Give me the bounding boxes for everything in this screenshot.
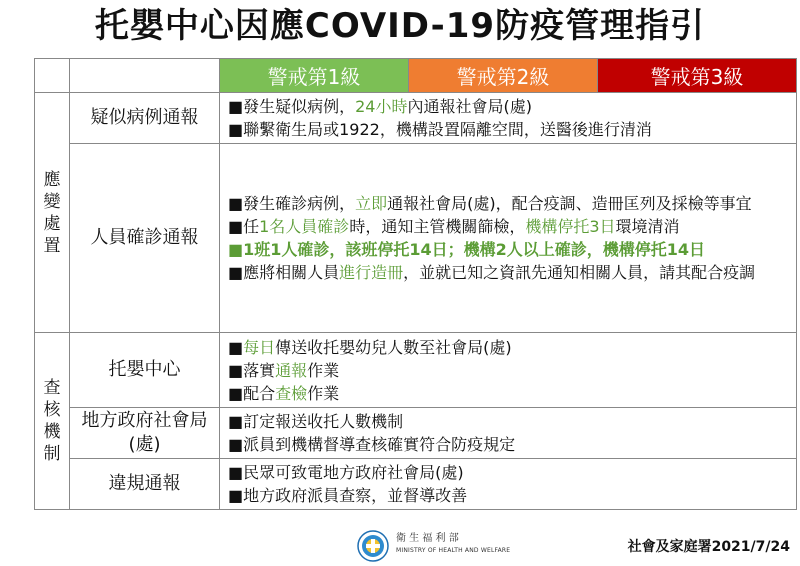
desc-line: ■發生確診病例，立即通報社會局(處)，配合疫調、造冊匡列及採檢等事宜 [228, 194, 752, 213]
ministry-seal-icon [357, 530, 389, 562]
ministry-name-en: MINISTRY OF HEALTH AND WELFARE [396, 547, 511, 554]
desc-line: ■聯繫衛生局或1922，機構設置隔離空間，送醫後進行清消 [228, 120, 652, 139]
item-violation: 違規通報 [70, 459, 220, 510]
table-row-confirmed [35, 144, 797, 333]
table-row-center [35, 333, 797, 408]
category-response [35, 93, 70, 333]
ministry-name [396, 533, 510, 557]
desc-line: ■地方政府派員查察，並督導改善 [228, 486, 468, 505]
category-char: 變 [43, 191, 61, 212]
category-char: 機 [43, 422, 61, 442]
desc-confirmed [220, 144, 797, 333]
item-local-gov: 地方政府社會局(處) [70, 408, 220, 459]
desc-line: ■訂定報送收托人數機制 [228, 412, 404, 431]
desc-local-gov [220, 408, 797, 459]
desc-line: ■應將相關人員進行造冊，並就已知之資訊先通知相關人員，請其配合疫調 [228, 263, 756, 282]
level-2-header: 警戒第2級 [409, 59, 598, 93]
item-confirmed: 人員確診通報 [70, 144, 220, 333]
desc-line: ■配合查檢作業 [228, 383, 340, 403]
guideline-table [34, 58, 797, 510]
level-3-header: 警戒第3級 [598, 59, 797, 93]
desc-line: ■派員到機構督導查核確實符合防疫規定 [228, 435, 516, 454]
category-char: 查 [43, 378, 61, 398]
header-blank-cell [35, 59, 70, 93]
source-date: 社會及家庭署2021/7/24 [627, 539, 790, 555]
page-title: 托嬰中心因應COVID-19防疫管理指引 [94, 6, 706, 46]
header-blank-cell [70, 59, 220, 93]
category-char: 核 [43, 400, 61, 420]
desc-line: ■任1名人員確診時，通知主管機關篩檢，機構停托3日環境清消 [228, 217, 680, 236]
table-row-local-gov [35, 408, 797, 459]
category-char: 應 [43, 169, 61, 190]
category-char: 置 [43, 235, 61, 256]
item-suspected: 疑似病例通報 [70, 93, 220, 144]
table-row-violation [35, 459, 797, 510]
level-header-row [35, 59, 797, 93]
category-inspection [35, 333, 70, 510]
category-char: 處 [43, 213, 61, 234]
desc-line: ■1班1人確診，該班停托14日；機構2人以上確診，機構停托14日 [228, 240, 706, 259]
level-1-header: 警戒第1級 [220, 59, 409, 93]
desc-line: ■發生疑似病例，24小時內通報社會局(處) [228, 97, 532, 116]
desc-line: ■民眾可致電地方政府社會局(處) [228, 463, 464, 482]
desc-line: ■每日傳送收托嬰幼兒人數至社會局(處) [228, 337, 512, 357]
item-center: 托嬰中心 [70, 333, 220, 408]
desc-line: ■落實通報作業 [228, 360, 340, 380]
table-row-suspected [35, 93, 797, 144]
desc-center [220, 333, 797, 408]
category-char: 制 [43, 444, 61, 464]
ministry-name-cn: 衛 生 福 利 部 [396, 533, 459, 544]
desc-suspected [220, 93, 797, 144]
desc-violation [220, 459, 797, 510]
